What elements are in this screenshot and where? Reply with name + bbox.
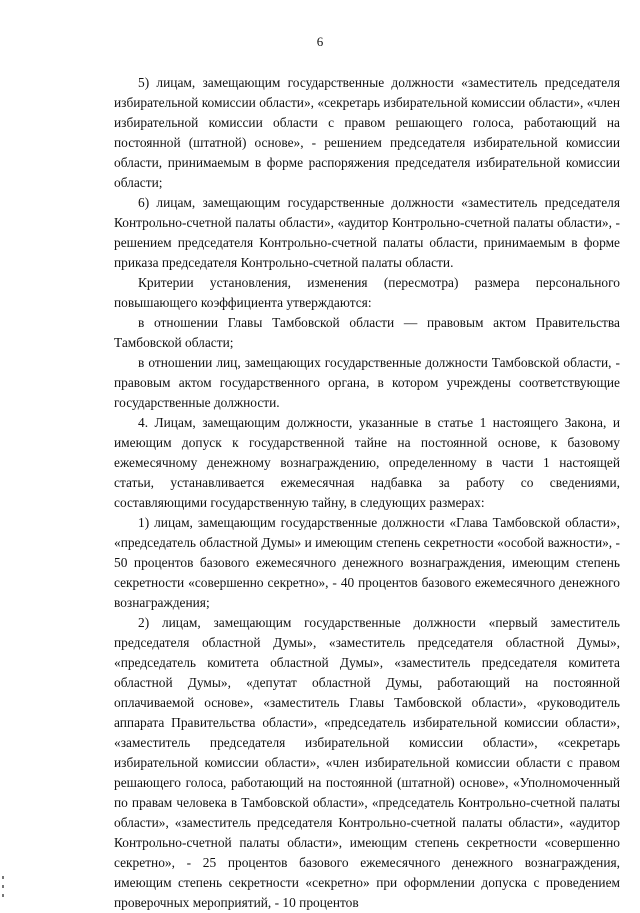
paragraph-section-4-item-1: 1) лицам, замещающим государственные должности «Глава Тамбовской области», «председатель областной Думы» и имеющим степень секретности «особой важности», - 50 процентов базового ежемесячного денежного вознаграждения, имеющим степень секретности «совершенно секретно», - 40 процентов базового ежемесячного денежного вознаграждения; xyxy=(114,515,620,610)
scan-edge-mark xyxy=(2,894,4,897)
paragraph-criteria-intro: Критерии установления, изменения (пересмотра) размера персонального повышающего коэффициента утверждаются: xyxy=(114,275,620,310)
scan-edge-mark xyxy=(2,876,4,879)
paragraph-section-4-item-2: 2) лицам, замещающим государственные должности «первый заместитель председателя областной Думы», «заместитель председателя областной Думы», «председатель комитета областной Думы», «заместитель председателя комитета областной Думы», «депутат областной Думы, работающий на постоянной оплачиваемой основе», «заместитель Главы Тамбовской области», «руководитель аппарата Правительства области», «председатель избирательной комиссии области», «заместитель председателя избирательной комиссии области», «секретарь избирательной комиссии области», «член избирательной комиссии области с правом решающего голоса, работающий на постоянной (штатной) основе», «Уполномоченный по правам человека в Тамбовской области», «председатель Контрольно-счетной палаты области», «заместитель председателя Контрольно-счетной палаты области», «аудитор Контрольно-счетной палаты области», имеющим степень секретности «совершенно секретно», - 25 процентов базового ежемесячного денежного вознаграждения, имеющим степень секретности «секретно» при оформлении допуска с проведением проверочных мероприятий, - 10 процентов xyxy=(114,615,620,910)
paragraph-item-6: 6) лицам, замещающим государственные должности «заместитель председателя Контрольно-счетной палаты области», «аудитор Контрольно-счетной палаты области», - решением председателя Контрольно-счетной палаты области, принимаемым в форме приказа председателя Контрольно-счетной палаты области. xyxy=(114,195,620,270)
document-body xyxy=(114,73,620,913)
scan-edge-mark xyxy=(2,885,4,888)
paragraph-section-4: 4. Лицам, замещающим должности, указанные в статье 1 настоящего Закона, и имеющим допуск к государственной тайне на постоянной основе, к базовому ежемесячному денежному вознаграждению, определенному в части 1 настоящей статьи, устанавливается ежемесячная надбавка за работу со сведениями, составляющими государственную тайну, в следующих размерах: xyxy=(114,415,620,510)
paragraph-criteria-officials: в отношении лиц, замещающих государственные должности Тамбовской области, - правовым актом государственного органа, в котором учреждены соответствующие государственные должности. xyxy=(114,355,620,410)
paragraph-item-5: 5) лицам, замещающим государственные должности «заместитель председателя избирательной комиссии области», «секретарь избирательной комиссии области», «член избирательной комиссии области с правом решающего голоса, работающий на постоянной (штатной) основе», - решением председателя избирательной комиссии области, принимаемым в форме распоряжения председателя избирательной комиссии области; xyxy=(114,75,620,190)
page-number: 6 xyxy=(316,34,324,49)
paragraph-criteria-head: в отношении Главы Тамбовской области — правовым актом Правительства Тамбовской области; xyxy=(114,315,620,350)
